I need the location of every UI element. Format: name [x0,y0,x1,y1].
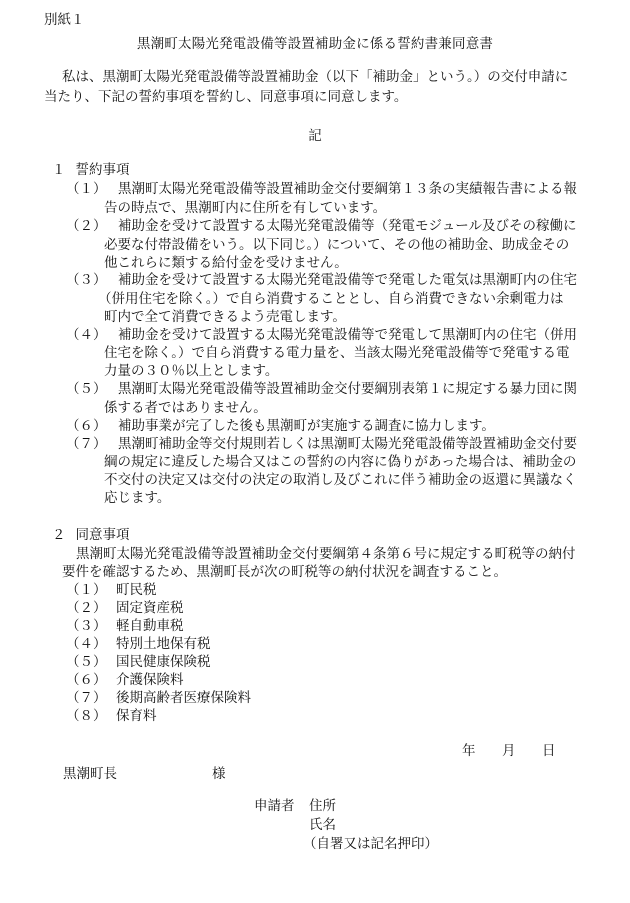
date-day: 日 [542,743,556,759]
consent-item-4 [66,635,211,654]
intro-line-2: 当たり、下記の誓約事項を誓約し、同意事項に同意します。 [44,89,408,105]
pledge-item-7-line-2: 綱の規定に違反した場合又はこの誓約の内容に偽りがあった場合は、補助金の [104,454,577,470]
section-1-heading [52,161,130,180]
ki-heading: 記 [308,128,322,144]
section-1-title: 誓約事項 [75,162,130,178]
pledge-item-1-line-1: 黒潮町太陽光発電設備等設置補助金交付要綱第１３条の実績報告書による報 [118,181,577,197]
pledge-item-1-label: （１） [66,181,107,197]
addressee-honorific: 様 [212,766,226,782]
pledge-item-7-line-3: 不交付の決定又は交付の決定の取消し及びこれに伴う補助金の返還に異議なく [104,472,577,488]
pledge-item-2-line-1: 補助金を受けて設置する太陽光発電設備等（発電モジュール及びその稼働に [118,218,577,234]
consent-para-line-2: 要件を確認するため、黒潮町長が次の町税等の納付状況を調査すること。 [62,564,507,580]
pledge-item-5-label: （５） [66,381,107,397]
consent-item-1-label: （１） [66,582,107,598]
date-month: 月 [502,743,516,759]
pledge-item-5-line-1: 黒潮町太陽光発電設備等設置補助金交付要綱別表第１に規定する暴力団に関 [118,381,577,397]
consent-item-6-label: （６） [66,672,107,688]
consent-item-7-label: （７） [66,690,107,706]
document-title: 黒潮町太陽光発電設備等設置補助金に係る誓約書兼同意書 [136,36,494,52]
consent-item-7 [66,689,251,708]
pledge-item-3-line-3: 町内で全て消費できるよう売電します。 [104,309,346,325]
pledge-item-4-line-2: 住宅を除く。）で自ら消費する電力量を、当該太陽光発電設備等で発電する電 [104,345,570,361]
consent-item-2-text: 固定資産税 [116,600,184,616]
consent-item-3-label: （３） [66,618,107,634]
applicant-address-label: 住所 [309,798,336,814]
pledge-item-2-line-2: 必要な付帯設備をいう。以下同じ。）について、その他の補助金、助成金その [104,237,570,253]
pledge-item-3-label: （３） [66,272,107,288]
pledge-item-5-line-2: 係する者ではありません。 [104,400,267,416]
consent-item-2-label: （２） [66,600,107,616]
section-1-number: １ [52,162,66,178]
pledge-item-2-line-3: 他これらに類する給付金を受けません。 [104,255,348,271]
section-2-title: 同意事項 [75,527,130,543]
pledge-item-3-line-1: 補助金を受けて設置する太陽光発電設備等で発電した電気は黒潮町内の住宅 [118,272,577,288]
pledge-item-2-label: （２） [66,218,107,234]
consent-item-6 [66,671,184,690]
date-year: 年 [462,743,476,759]
pledge-item-7-line-1: 黒潮町補助金等交付規則若しくは黒潮町太陽光発電設備等設置補助金交付要 [118,436,577,452]
consent-item-7-text: 後期高齢者医療保険料 [116,690,251,706]
attachment-label: 別紙１ [44,12,85,28]
pledge-item-7-label: （７） [66,436,107,452]
pledge-item-3-line-2: （併用住宅を除く。）で自ら消費することとし、自ら消費できない余剰電力は [98,291,564,307]
consent-item-6-text: 介護保険料 [116,672,184,688]
consent-item-2 [66,599,184,618]
consent-item-5-label: （５） [66,654,107,670]
applicant-label: 申請者 [254,798,295,814]
pledge-item-4-label: （４） [66,327,107,343]
consent-item-4-text: 特別土地保有税 [116,636,211,652]
pledge-item-6-line-1: 補助事業が完了した後も黒潮町が実施する調査に協力します。 [118,418,495,434]
consent-item-3-text: 軽自動車税 [116,618,184,634]
consent-item-8-text: 保育料 [116,708,157,724]
consent-item-1-text: 町民税 [116,582,157,598]
consent-item-8-label: （８） [66,708,107,724]
section-2-heading [52,526,130,545]
pledge-item-6-label: （６） [66,418,107,434]
addressee-name: 黒潮町長 [63,766,117,782]
consent-item-1 [66,581,157,600]
applicant-seal-note: （自署又は記名押印） [303,836,438,852]
consent-item-5 [66,653,211,672]
intro-line-1: 私は、黒潮町太陽光発電設備等設置補助金（以下「補助金」という。）の交付申請に [62,69,569,85]
applicant-name-label: 氏名 [309,817,336,833]
consent-item-8 [66,707,157,726]
section-2-number: ２ [52,527,66,543]
pledge-item-4-line-3: 力量の３０％以上とします。 [104,363,279,379]
consent-item-3 [66,617,184,636]
consent-item-5-text: 国民健康保険税 [116,654,211,670]
pledge-item-4-line-1: 補助金を受けて設置する太陽光発電設備等で発電して黒潮町内の住宅（併用 [118,327,577,343]
consent-item-4-label: （４） [66,636,107,652]
pledge-item-7-line-4: 応じます。 [104,490,171,506]
consent-para-line-1: 黒潮町太陽光発電設備等設置補助金交付要綱第４条第６号に規定する町税等の納付 [76,546,576,562]
pledge-item-1-line-2: 告の時点で、黒潮町内に住所を有しています。 [104,200,387,216]
